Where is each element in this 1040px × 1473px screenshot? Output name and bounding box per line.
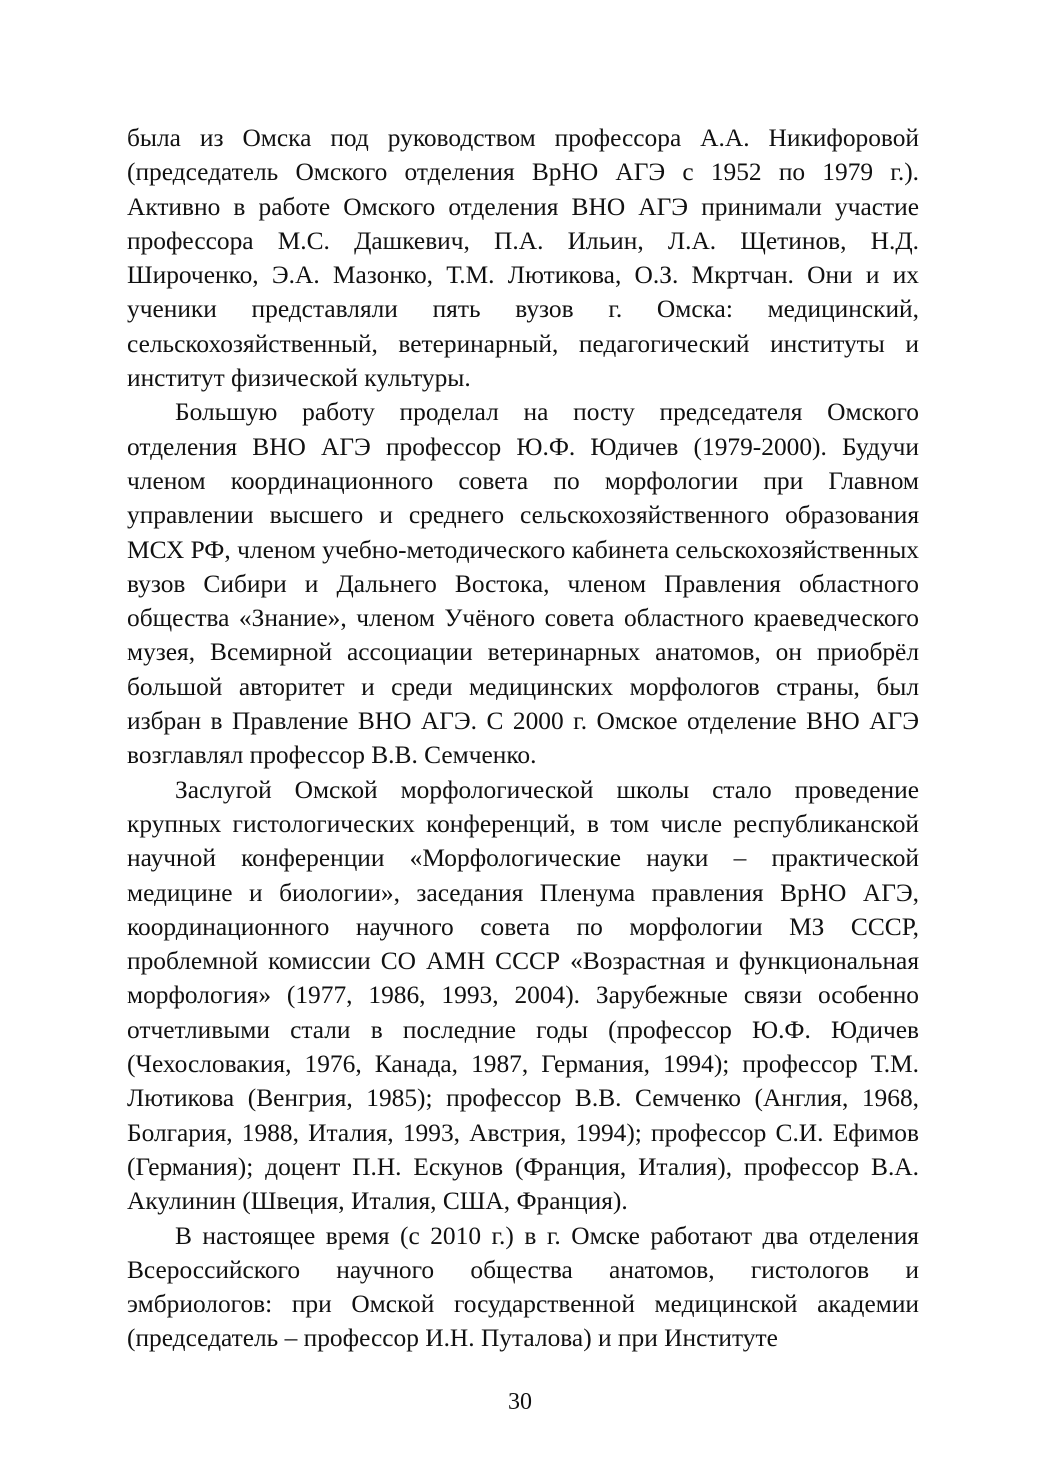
paragraph-4: В настоящее время (с 2010 г.) в г. Омске работают два отделения Всероссийского научного общества анатомов, гистологов и эмбриологов: при Омской государственной медицинской академии (председатель – профессор И.Н. Путалова) и при Институте — [127, 1221, 919, 1353]
page-number: 30 — [508, 1389, 532, 1415]
page-body — [127, 121, 919, 1356]
paragraph-2: Большую работу проделал на посту председателя Омского отделения ВНО АГЭ профессор Ю.Ф. Юдичев (1979-2000). Будучи членом координационного совета по морфологии при Главном управлении высшего и среднего сельскохозяйственного образования МСХ РФ, членом учебно-методического кабинета сельскохозяйственных вузов Сибири и Дальнего Востока, членом Правления областного общества «Знание», членом Учёного совета областного краеведческого музея, Всемирной ассоциации ветеринарных анатомов, он приобрёл большой авторитет и среди медицинских морфологов страны, был избран в Правление ВНО АГЭ. С 2000 г. Омское отделение ВНО АГЭ возглавлял профессор В.В. Семченко. — [127, 398, 919, 770]
paragraph-3: Заслугой Омской морфологической школы стало проведение крупных гистологических конференций, в том числе республиканской научной конференции «Морфологические науки – практической медицине и биологии», заседания Пленума правления ВрНО АГЭ, координационного научного совета по морфологии МЗ СССР, проблемной комиссии СО АМН СССР «Возрастная и функциональная морфология» (1977, 1986, 1993, 2004). Зарубежные связи особенно отчетливыми стали в последние годы (профессор Ю.Ф. Юдичев (Чехословакия, 1976, Канада, 1987, Германия, 1994); профессор Т.М. Лютикова (Венгрия, 1985); профессор В.В. Семченко (Англия, 1968, Болгария, 1988, Италия, 1993, Австрия, 1994); профессор С.И. Ефимов (Германия); доцент П.Н. Ескунов (Франция, Италия), профессор В.А. Акулинин (Швеция, Италия, США, Франция). — [127, 775, 919, 1216]
paragraph-1: была из Омска под руководством профессора А.А. Никифоровой (председатель Омского отделения ВрНО АГЭ с 1952 по 1979 г.). Активно в работе Омского отделения ВНО АГЭ принимали участие профессора М.С. Дашкевич, П.А. Ильин, Л.А. Щетинов, Н.Д. Широченко, Э.А. Мазонко, Т.М. Лютикова, О.З. Мкртчан. Они и их ученики представляли пять вузов г. Омска: медицинский, сельскохозяйственный, ветеринарный, педагогический институты и институт физической культуры. — [127, 124, 919, 393]
